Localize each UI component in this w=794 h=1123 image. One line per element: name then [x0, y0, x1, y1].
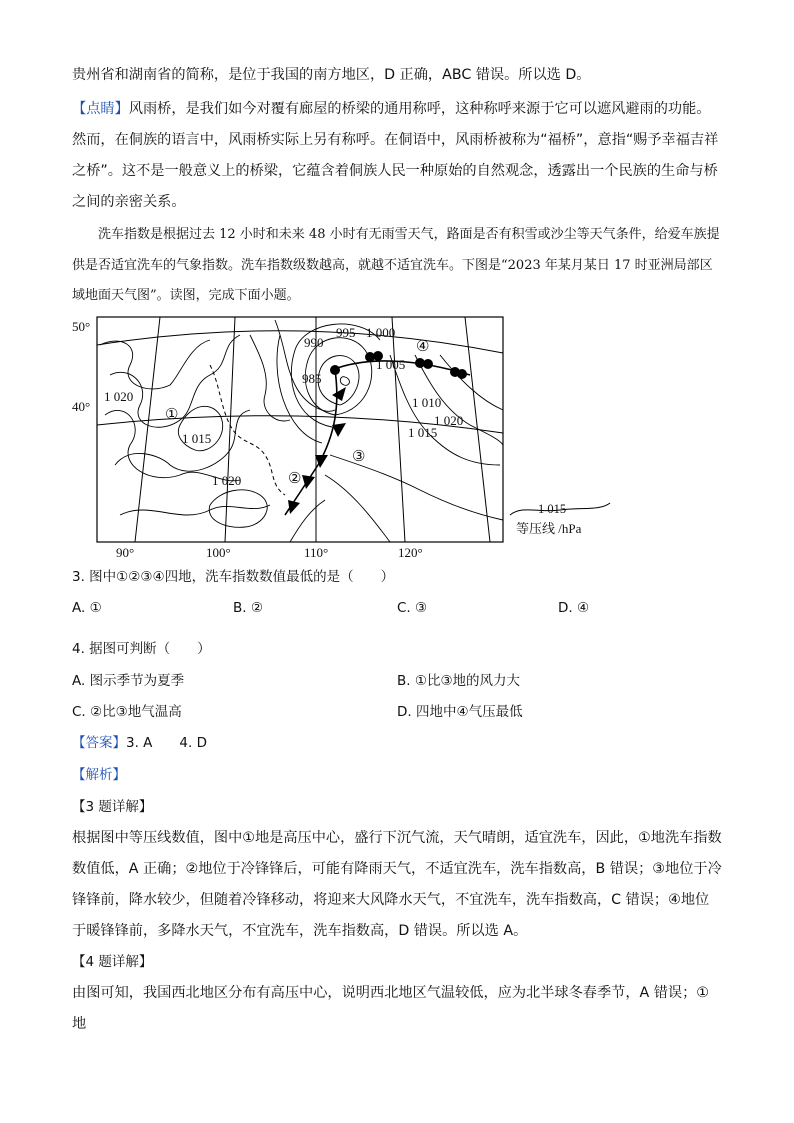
isobar-label: 990 — [304, 335, 324, 350]
question-intro: 洗车指数是根据过去 12 小时和未来 48 小时有无雨雪天气，路面是否有积雪或沙尘等天气条件，给爱车族提供是否适宜洗车的气象指数。洗车指数级数越高，就越不适宜洗车。下图是“2023 年某月某日 17 时亚洲局部区域地面天气图”。读图，完成下面小题。 — [72, 227, 720, 303]
lon-label-120: 120° — [398, 545, 423, 560]
isobar-label: 1 020 — [212, 473, 242, 488]
point-4: ④ — [416, 339, 430, 355]
longitude-130 — [465, 317, 490, 542]
q4-option-a: A. 图示季节为夏季 — [72, 673, 185, 689]
detail-3-text: 根据图中等压线数值，图中①地是高压中心，盛行下沉气流，天气晴朗，适宜洗车，因此，①地洗车指数数值低，A 正确；②地位于冷锋锋后，可能有降雨天气，不适宜洗车，洗车指数高，B 错误；③地位于冷锋锋前，降水较少，但随着冷锋移动，将迎来大风降水天气，不宜洗车，洗车指数高，C 错误；④地位于暖锋锋前，多降水天气，不宜洗车，洗车指数高，D 错误。所以选 A。 — [72, 830, 722, 939]
isobar-label: 985 — [302, 371, 322, 386]
legend-label: 等压线 /hPa — [516, 521, 582, 536]
lon-label-110: 110° — [304, 545, 329, 560]
isobar-label: 1 015 — [182, 431, 212, 446]
point-1: ① — [165, 407, 179, 423]
dianjing-tag: 【点睛】 — [72, 101, 129, 117]
q4-option-d: D. 四地中④气压最低 — [397, 704, 523, 720]
q3-option-a: A. ① — [72, 600, 102, 616]
question-4-stem: 4. 据图可判断（ ） — [72, 641, 211, 657]
longitude-120 — [392, 317, 405, 542]
point-3: ③ — [352, 449, 366, 465]
lat-label-40: 40° — [72, 399, 91, 414]
isobar-label: 995 — [336, 325, 356, 340]
detail-3-tag: 【3 题详解】 — [72, 799, 153, 815]
lon-label-100: 100° — [206, 545, 231, 560]
q4-option-c: C. ②比③地气温高 — [72, 704, 182, 720]
isobar-label: 1 020 — [434, 413, 464, 428]
longitude-90 — [135, 317, 160, 542]
previous-answer-line: 贵州省和湖南省的简称，是位于我国的南方地区，D 正确，ABC 错误。所以选 D。 — [72, 67, 591, 83]
question-3-stem: 3. 图中①②③④四地，洗车指数数值最低的是（ ） — [72, 569, 395, 585]
lon-label-90: 90° — [116, 545, 135, 560]
isobar-label: 1 010 — [412, 395, 442, 410]
detail-4-tag: 【4 题详解】 — [72, 954, 153, 970]
isobar-label: 1 005 — [376, 357, 406, 372]
detail-4-text: 由图可知，我国西北地区分布有高压中心，说明西北地区气温较低，应为北半球冬春季节，A 错误；①地 — [72, 985, 709, 1032]
isobars — [100, 320, 503, 542]
dianjing-text: 风雨桥，是我们如今对覆有廊屋的桥梁的通用称呼，这种称呼来源于它可以遮风避雨的功能。然而，在侗族的语言中，风雨桥实际上另有称呼。在侗语中，风雨桥被称为“福桥”，意指“赐予幸福吉祥之桥”。这不是一般意义上的桥梁，它蕴含着侗族人民一种原始的自然观念，透露出一个民族的生命与桥之间的亲密关系。 — [72, 101, 719, 210]
weather-map — [70, 315, 630, 560]
q3-option-b: B. ② — [233, 600, 263, 616]
lat-label-50: 50° — [72, 319, 91, 334]
answer-tag: 【答案】 — [72, 735, 126, 751]
q3-option-c: C. ③ — [397, 600, 428, 616]
q4-option-b: B. ①比③地的风力大 — [397, 673, 521, 689]
point-2: ② — [288, 471, 302, 487]
legend-value: 1 015 — [538, 502, 567, 516]
answer-text: 3. A 4. D — [126, 735, 207, 751]
isobar-label: 1 015 — [408, 425, 438, 440]
isobar-label: 1 020 — [104, 389, 134, 404]
analysis-tag: 【解析】 — [72, 767, 126, 783]
q3-option-d: D. ④ — [558, 600, 590, 616]
dianjing-paragraph — [72, 94, 722, 218]
answer-line — [72, 733, 207, 753]
isobar-label: 1 000 — [366, 325, 396, 340]
cold-front — [285, 370, 337, 515]
